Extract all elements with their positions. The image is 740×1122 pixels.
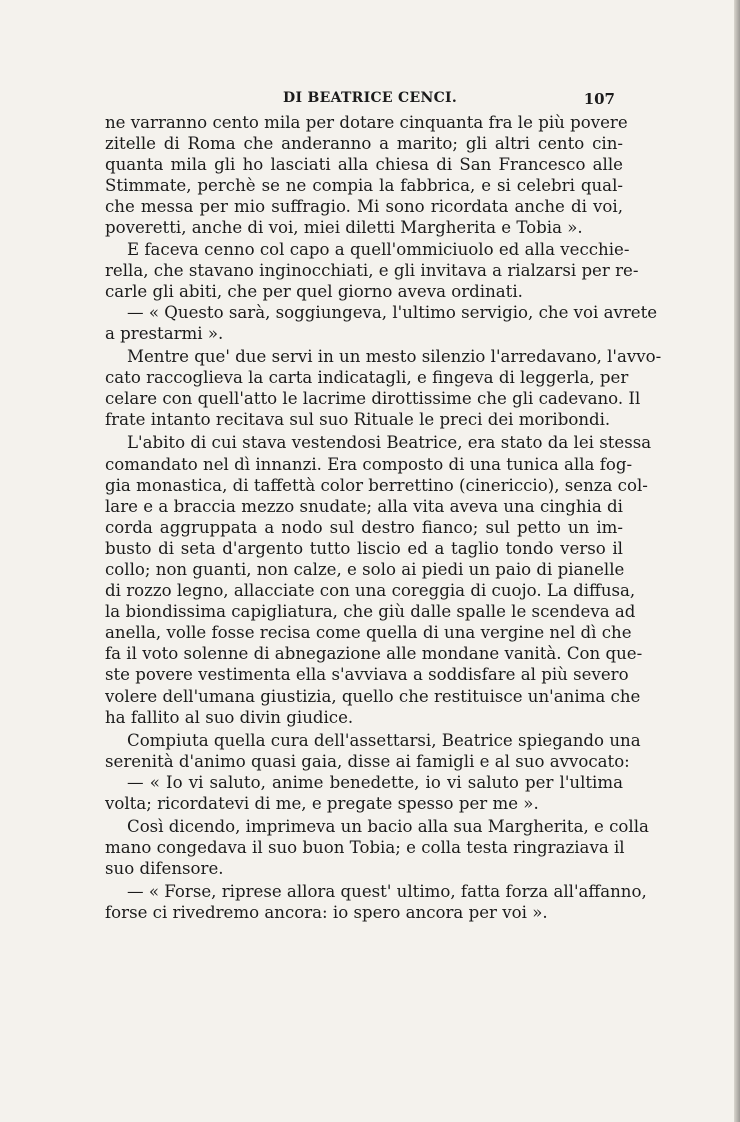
text-line: poveretti, anche di voi, miei diletti Margherita e Tobia ».	[105, 218, 583, 238]
paragraph	[105, 239, 639, 302]
text-line: — « Io vi saluto, anime benedette, io vi saluto per l'ultima	[127, 772, 623, 792]
text-line: E faceva cenno col capo a quell'ommiciuolo ed alla vecchie-	[127, 239, 630, 259]
running-title: DI BEATRICE CENCI.	[283, 90, 458, 106]
text-line: collo; non guanti, non calze, e solo ai piedi un paio di pianelle	[105, 559, 625, 579]
text-line: zitelle di Roma che anderanno a marito; gli altri cento cin-	[105, 134, 623, 154]
paragraph	[105, 302, 658, 344]
paragraph	[105, 432, 652, 727]
text-line: ste povere vestimenta ella s'avviava a soddisfare al più severo	[105, 665, 629, 685]
paragraph	[105, 816, 649, 879]
text-line: gia monastica, di taffettà color berrettino (cinericcio), senza col-	[105, 475, 648, 495]
text-line: cato raccoglieva la carta indicatagli, e fingeva di leggerla, per	[105, 368, 629, 388]
text-line: celare con quell'atto le lacrime dirottissime che gli cadevano. Il	[105, 389, 641, 409]
text-line: L'abito di cui stava vestendosi Beatrice, era stato da lei stessa	[127, 433, 652, 453]
text-line: comandato nel dì innanzi. Era composto di una tunica alla fog-	[105, 454, 633, 474]
page-header	[105, 90, 617, 112]
text-line: volta; ricordatevi di me, e pregate spesso per me ».	[105, 794, 539, 813]
text-line: a prestarmi ».	[105, 323, 224, 343]
text-line: Stimmate, perchè se ne compia la fabbrica, e si celebri qual-	[105, 176, 623, 196]
text-line: suo difensore.	[105, 859, 224, 879]
text-line: — « Questo sarà, soggiungeva, l'ultimo servigio, che voi avrete	[127, 302, 658, 322]
text-line: Mentre que' due servi in un mesto silenzio l'arredavano, l'avvo-	[127, 347, 662, 367]
text-line: — « Forse, riprese allora quest' ultimo, fatta forza all'affanno,	[127, 882, 647, 902]
text-line: frate intanto recitava sul suo Rituale le preci dei moribondi.	[105, 410, 611, 430]
page-edge	[734, 0, 740, 1122]
paragraph	[105, 346, 662, 430]
paragraph	[105, 730, 641, 772]
text-line: serenità d'animo quasi gaia, disse ai famigli e al suo avvocato:	[105, 751, 630, 771]
text-line: Così dicendo, imprimeva un bacio alla sua Margherita, e colla	[127, 817, 649, 837]
text-line: forse ci rivedremo ancora: io spero ancora per voi ».	[105, 903, 548, 923]
text-line: carle gli abiti, che per quel giorno aveva ordinati.	[105, 281, 523, 301]
text-line: volere dell'umana giustizia, quello che restituisce un'anima che	[105, 686, 641, 706]
text-line: mano congedava il suo buon Tobia; e colla testa ringraziava il	[105, 838, 625, 858]
text-line: quanta mila gli ho lasciati alla chiesa di San Francesco alle	[105, 155, 623, 175]
body-text	[105, 112, 662, 924]
text-line: rella, che stavano inginocchiati, e gli invitava a rialzarsi per re-	[105, 260, 639, 280]
page-number: 107	[583, 90, 615, 108]
text-line: che messa per mio suffragio. Mi sono ricordata anche di voi,	[105, 197, 623, 217]
text-line: ha fallito al suo divin giudice.	[105, 707, 354, 727]
paragraph	[105, 772, 623, 814]
text-line: anella, volle fosse recisa come quella di una vergine nel dì che	[105, 623, 632, 643]
paragraph	[105, 881, 647, 923]
text-line: di rozzo legno, allacciate con una coreggia di cuojo. La diffusa,	[105, 581, 636, 601]
text-line: lare e a braccia mezzo snudate; alla vita aveva una cinghia di	[105, 496, 623, 516]
text-line: la biondissima capigliatura, che giù dalle spalle le scendeva ad	[105, 602, 636, 622]
text-line: corda aggruppata a nodo sul destro fianco; sul petto un im-	[105, 517, 623, 537]
text-line: fa il voto solenne di abnegazione alle mondane vanità. Con que-	[105, 644, 643, 664]
paragraph	[105, 112, 628, 239]
text-line: ne varranno cento mila per dotare cinquanta fra le più povere	[105, 113, 628, 132]
text-line: busto di seta d'argento tutto liscio ed a taglio tondo verso il	[105, 538, 623, 558]
text-line: Compiuta quella cura dell'assettarsi, Beatrice spiegando una	[127, 730, 641, 750]
